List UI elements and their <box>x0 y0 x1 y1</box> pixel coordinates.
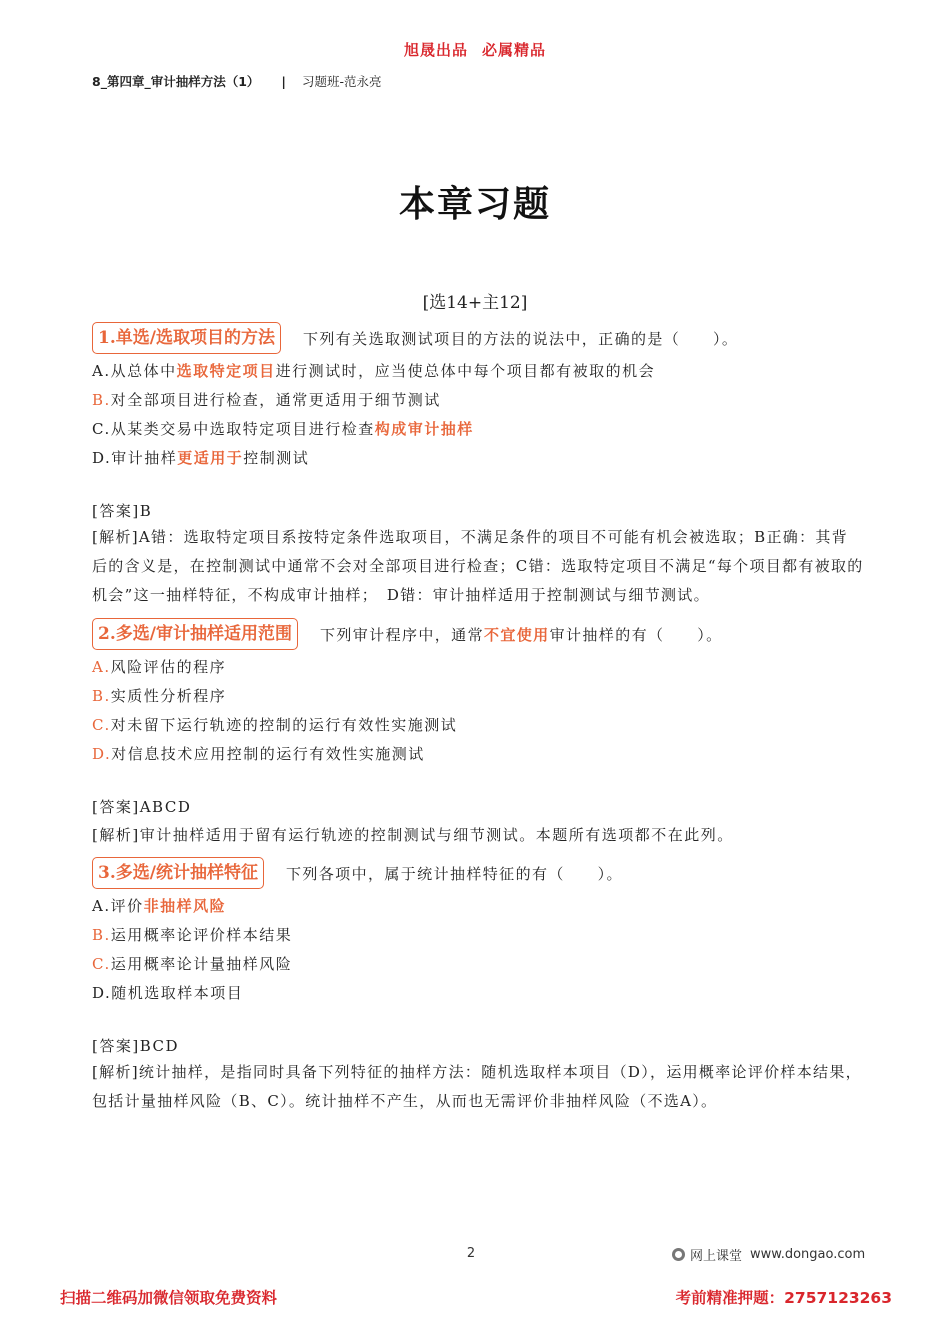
page-number: 2 <box>466 1246 476 1261</box>
question-2-header <box>92 618 723 650</box>
option-text: 进行测试时，应当使总体中每个项目都有被取的机会 <box>275 362 656 380</box>
stem-text: 审计抽样的有（ ）。 <box>549 625 723 644</box>
option-text: 运用概率论计量抽样风险 <box>110 955 293 973</box>
question-1-option-b <box>92 389 441 410</box>
question-3-analysis: [解析]统计抽样，是指同时具备下列特征的抽样方法：随机选取样本项目（D），运用概率论评价样本结果，包括计量抽样风险（B、C）。统计抽样不产生，从而也无需评价非抽样风险（不选A）。 <box>92 1063 862 1110</box>
option-text: 从某类交易中选取特定项目进行检查 <box>110 420 375 438</box>
question-2-option-b <box>92 685 226 706</box>
option-letter: C. <box>92 716 111 734</box>
question-2-option-d <box>92 743 425 764</box>
stem-text: 下列审计程序中，通常 <box>319 625 484 644</box>
question-3-option-b <box>92 924 292 945</box>
question-2-option-a <box>92 656 226 677</box>
question-1-option-d <box>92 447 309 468</box>
option-text: 实质性分析程序 <box>110 687 227 705</box>
option-text: 对未留下运行轨迹的控制的运行有效性实施测试 <box>110 716 458 734</box>
option-letter: C. <box>92 420 111 438</box>
question-1-option-c <box>92 418 474 439</box>
page-header <box>92 72 382 90</box>
option-highlight: 非抽样风险 <box>143 897 227 915</box>
option-text: 风险评估的程序 <box>110 658 227 676</box>
question-3-option-a <box>92 895 226 916</box>
option-text: 控制测试 <box>243 449 310 467</box>
page-title: 本章习题 <box>398 183 551 225</box>
option-highlight: 更适用于 <box>177 449 244 467</box>
question-1-option-a <box>92 360 655 381</box>
question-1-answer: [答案]B <box>92 502 153 520</box>
question-3-header <box>92 857 623 889</box>
option-letter: A. <box>92 658 111 676</box>
option-letter: D. <box>92 745 112 763</box>
header-separator: | <box>281 74 286 89</box>
question-1-header <box>92 322 738 354</box>
option-text: 随机选取样本项目 <box>111 984 244 1002</box>
option-text: 对全部项目进行检查，通常更适用于细节测试 <box>110 391 441 409</box>
question-3-option-c <box>92 953 292 974</box>
question-2-option-c <box>92 714 457 735</box>
banner <box>0 39 950 60</box>
option-letter: D. <box>92 449 112 467</box>
question-2-answer: [答案]ABCD <box>92 798 192 816</box>
question-3-option-d <box>92 982 243 1003</box>
question-1-analysis: [解析]A错：选取特定项目系按特定条件选取项目，不满足条件的项目不可能有机会被选取；B正确：其背后的含义是，在控制测试中通常不会对全部项目进行检查；C错：选取特定项目不满足“每个项目都有被取的机会”这一抽样特征，不构成审计抽样； D错：审计抽样适用于控制测试与细节测试。 <box>92 528 864 604</box>
footer-left: 扫描二维码加微信领取免费资料 <box>60 1289 278 1307</box>
chapter-title: 8_第四章_审计抽样方法（1） <box>92 74 260 89</box>
brand <box>672 1245 865 1264</box>
option-text: 对信息技术应用控制的运行有效性实施测试 <box>111 745 425 763</box>
banner-left: 旭晟出品 <box>403 41 468 59</box>
option-letter: B. <box>92 391 111 409</box>
option-letter: A. <box>92 897 111 915</box>
question-2-tag: 2.多选/审计抽样适用范围 <box>92 618 298 650</box>
footer-right: 考前精准押题：2757123263 <box>675 1289 892 1307</box>
question-3-answer: [答案]BCD <box>92 1037 180 1055</box>
banner-right: 必属精品 <box>482 41 547 59</box>
option-highlight: 选取特定项目 <box>176 362 276 380</box>
option-highlight: 构成审计抽样 <box>374 420 474 438</box>
option-letter: B. <box>92 926 111 944</box>
option-letter: D. <box>92 984 112 1002</box>
question-3-tag: 3.多选/统计抽样特征 <box>92 857 264 889</box>
question-3-stem: 下列各项中，属于统计抽样特征的有（ ）。 <box>285 864 623 883</box>
brand-name: 网上课堂 <box>690 1249 743 1264</box>
course-name: 习题班-范永亮 <box>301 74 382 89</box>
stem-highlight: 不宜使用 <box>483 625 550 644</box>
question-1-tag: 1.单选/选取项目的方法 <box>92 322 281 354</box>
option-text: 评价 <box>110 897 144 915</box>
question-1-stem: 下列有关选取测试项目的方法的说法中，正确的是（ ）。 <box>302 329 739 348</box>
option-letter: B. <box>92 687 111 705</box>
option-text: 运用概率论评价样本结果 <box>110 926 293 944</box>
option-letter: A. <box>92 362 111 380</box>
question-2-stem <box>320 624 723 645</box>
option-text: 从总体中 <box>110 362 177 380</box>
brand-url[interactable]: www.dongao.com <box>750 1247 866 1262</box>
question-2-analysis: [解析]审计抽样适用于留有运行轨迹的控制测试与细节测试。本题所有选项都不在此列。 <box>92 826 734 844</box>
dongao-logo-icon <box>672 1248 685 1261</box>
option-text: 审计抽样 <box>111 449 178 467</box>
page-subtitle: [选14+主12] <box>422 293 528 313</box>
option-letter: C. <box>92 955 111 973</box>
